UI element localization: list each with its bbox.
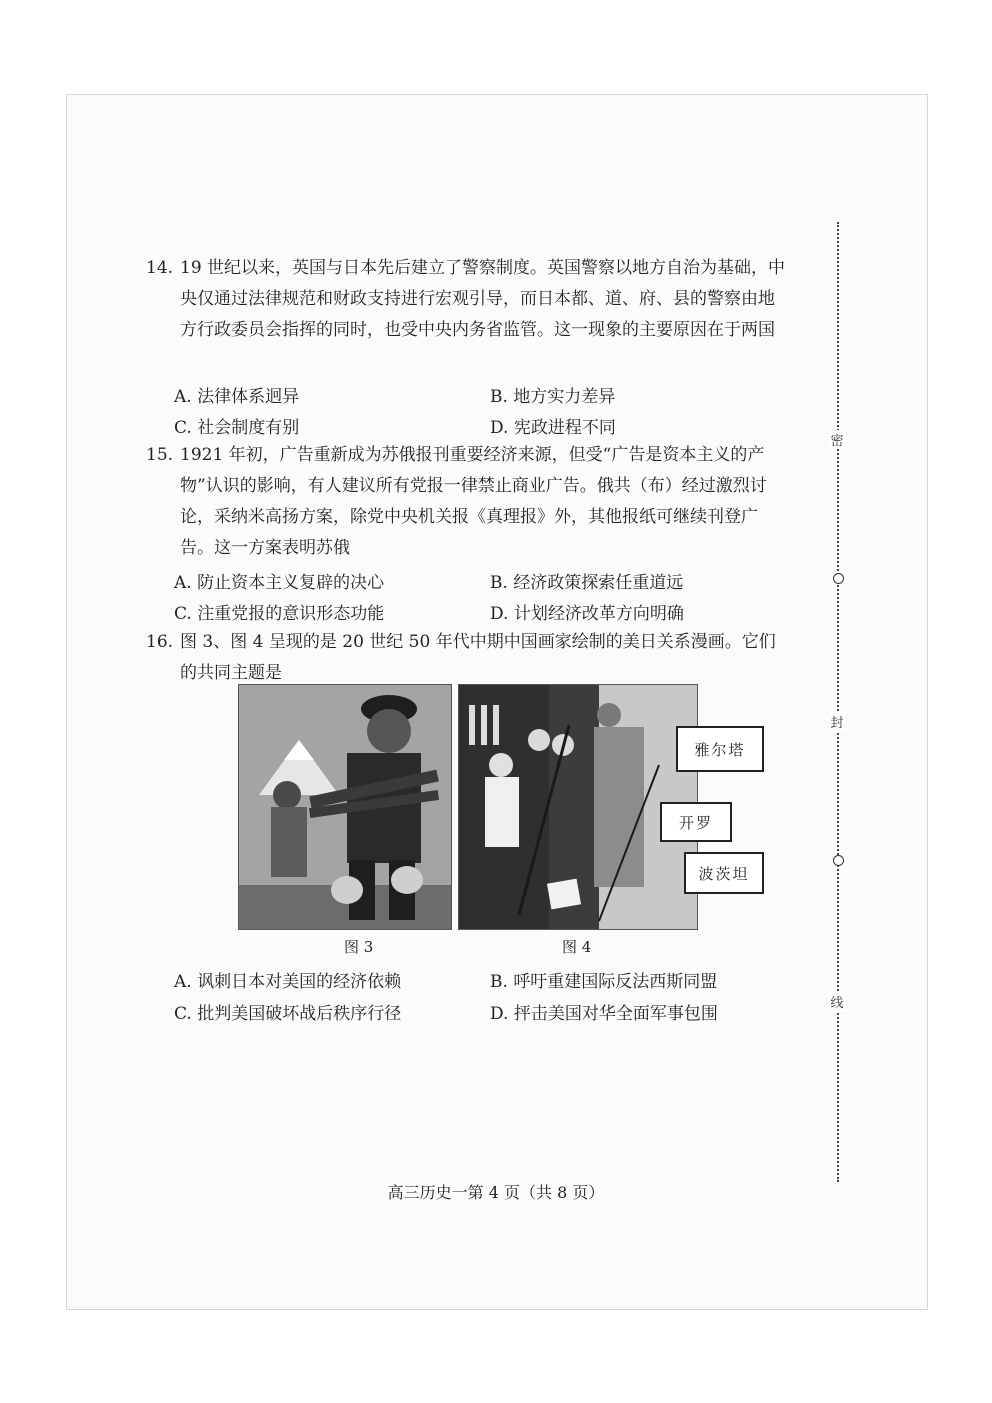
option-text: 注重党报的意识形态功能 xyxy=(197,604,385,624)
option-text: 法律体系迥异 xyxy=(197,387,300,407)
option-key: C. xyxy=(174,604,192,624)
question-15 xyxy=(146,440,806,564)
option-text: 讽刺日本对美国的经济依赖 xyxy=(197,972,402,992)
option-text: 宪政进程不同 xyxy=(513,418,616,438)
option-b xyxy=(490,967,717,992)
page-footer: 高三历史一第 4 页（共 8 页） xyxy=(387,1183,605,1202)
binding-mark-line: 线 xyxy=(829,992,845,1011)
question-stem: 1921 年初，广告重新成为苏俄报刊重要经济来源，但受“广告是资本主义的产物”认识的影响，有人建议所有党报一律禁止商业广告。俄共（布）经过激烈讨论，采纳米高扬方案，除党中央机关报《真理报》外，其他报纸可继续刊登广告。这一方案表明苏俄 xyxy=(180,445,767,558)
option-text: 批判美国破坏战后秩序行径 xyxy=(197,1004,402,1024)
cartoon-illustration xyxy=(239,685,451,929)
label-yalta: 雅尔塔 xyxy=(676,726,764,772)
question-16 xyxy=(146,627,806,689)
option-text: 防止资本主义复辟的决心 xyxy=(197,573,385,593)
option-key: D. xyxy=(490,1004,509,1024)
option-d xyxy=(490,999,718,1024)
option-text: 地方实力差异 xyxy=(513,387,616,407)
option-b xyxy=(490,568,683,593)
question-number: 16. xyxy=(146,632,174,652)
label-cairo: 开罗 xyxy=(660,802,732,842)
option-b xyxy=(490,382,615,407)
option-key: A. xyxy=(174,387,192,407)
question-stem: 图 3、图 4 呈现的是 20 世纪 50 年代中期中国画家绘制的美日关系漫画。它们的共同主题是 xyxy=(180,632,776,683)
binding-mark-seal: 密 xyxy=(829,430,845,449)
option-c xyxy=(174,599,384,624)
binding-circle xyxy=(833,855,844,866)
question-14 xyxy=(146,253,806,377)
option-d xyxy=(490,413,616,438)
option-key: C. xyxy=(174,418,192,438)
figure-4-caption: 图 4 xyxy=(562,938,592,956)
question-stem: 19 世纪以来，英国与日本先后建立了警察制度。英国警察以地方自治为基础，中央仅通过法律规范和财政支持进行宏观引导，而日本都、道、府、县的警察由地方行政委员会指挥的同时，也受中央内务省监管。这一现象的主要原因在于两国 xyxy=(180,258,786,340)
option-a xyxy=(174,382,299,407)
option-key: B. xyxy=(490,573,508,593)
question-number: 14. xyxy=(146,258,174,278)
option-key: B. xyxy=(490,387,508,407)
option-key: C. xyxy=(174,1004,192,1024)
option-text: 计划经济改革方向明确 xyxy=(513,604,684,624)
option-text: 呼吁重建国际反法西斯同盟 xyxy=(513,972,718,992)
option-key: D. xyxy=(490,604,509,624)
binding-mark-close: 封 xyxy=(829,712,845,731)
option-a xyxy=(174,967,401,992)
figure-3-cartoon xyxy=(238,684,452,930)
option-c xyxy=(174,999,401,1024)
option-key: A. xyxy=(174,573,192,593)
option-text: 社会制度有别 xyxy=(197,418,300,438)
question-number: 15. xyxy=(146,445,174,465)
label-potsdam: 波茨坦 xyxy=(684,852,764,894)
option-key: D. xyxy=(490,418,509,438)
figure-3-caption: 图 3 xyxy=(344,938,374,956)
option-key: B. xyxy=(490,972,508,992)
binding-circle xyxy=(833,573,844,584)
option-c xyxy=(174,413,299,438)
option-text: 抨击美国对华全面军事包围 xyxy=(513,1004,718,1024)
option-d xyxy=(490,599,684,624)
option-key: A. xyxy=(174,972,192,992)
option-a xyxy=(174,568,384,593)
binding-dotted-line xyxy=(837,222,839,1182)
option-text: 经济政策探索任重道远 xyxy=(513,573,684,593)
